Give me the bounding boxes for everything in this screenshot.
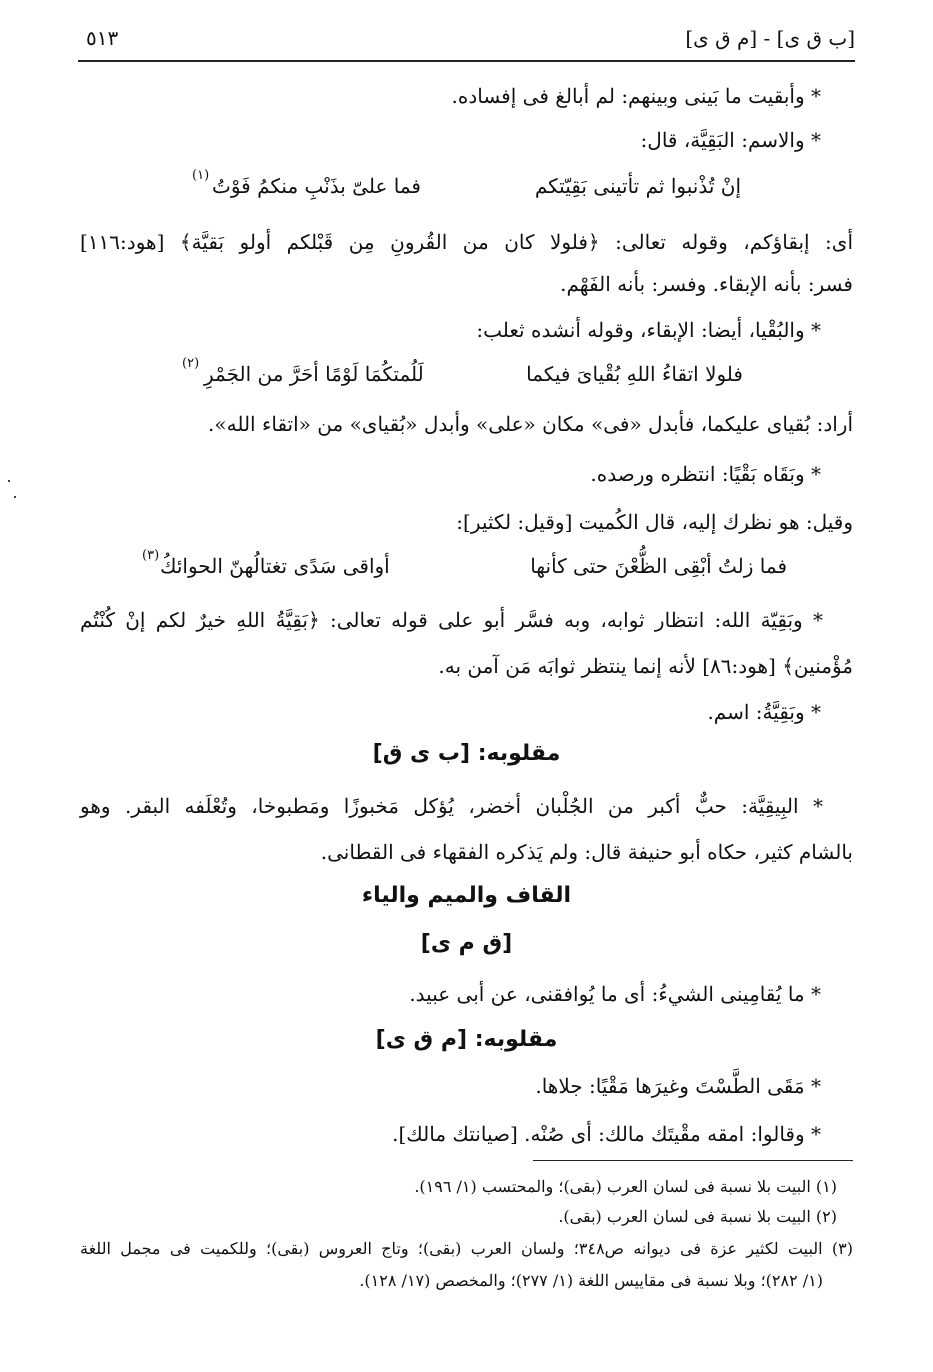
verse-second-hemistich: فما علىّ بذَنْبِ منكمُ فَوْتُ bbox=[212, 174, 421, 198]
verse-second-hemistich: أواقى سَدًى تغتالُهنّ الحوائكُ bbox=[160, 554, 390, 578]
text-line: * وقالوا: امقه مقْيتَك مالك: أى صُنْه. [صيانتك مالك]. bbox=[392, 1122, 821, 1146]
verse-second-hemistich: لَلُمتكُمَا لَوْمًا أحَرَّ من الجَمْرِ bbox=[204, 362, 424, 386]
text-line: * والبُقْيا، أيضا: الإبقاء، وقوله أنشده ثعلب: bbox=[476, 318, 821, 342]
chapter-heading: القاف والميم والياء bbox=[361, 883, 572, 908]
text-line: * والاسم: البَقِيَّة، قال: bbox=[640, 128, 821, 152]
footnote: (١/ ٢٨٢)؛ وبلا نسبة فى مقاييس اللغة (١/ ٢٧٧)؛ والمخصص (١٧/ ١٢٨). bbox=[359, 1271, 823, 1290]
text-line: أراد: بُقياى عليكما، فأبدل «فى» مكان «على» وأبدل «بُقياى» من «اتقاء الله». bbox=[208, 412, 853, 436]
text-line: * مَقَى الطَّسْتَ وغيرَها مَقْيًا: جلاها. bbox=[535, 1074, 821, 1098]
section-heading: مقلوبه: [م ق ى] bbox=[375, 1027, 558, 1052]
verse-first-hemistich: إنْ تُذْنبوا ثم تأتينى بَقِيّتكم bbox=[534, 174, 741, 198]
footnote: (٢) البيت بلا نسبة فى لسان العرب (بقى). bbox=[558, 1207, 837, 1226]
text-line: وقيل: هو نظرك إليه، قال الكُميت [وقيل: لكثير]: bbox=[456, 510, 853, 534]
scan-speck bbox=[14, 496, 16, 498]
section-heading: مقلوبه: [ب ى ق] bbox=[372, 741, 561, 766]
text-line: * وبَقِيَّةُ: اسم. bbox=[707, 700, 821, 724]
text-line: أى: إبقاؤكم، وقوله تعالى: ﴿فلولا كان من القُرونِ مِن قَبْلكم أولو بَقيَّة﴾ [هود:١١٦] bbox=[80, 230, 853, 254]
text-line: * وبَقَاه بَقْيًا: انتظره ورصده. bbox=[590, 462, 821, 486]
verse-first-hemistich: فما زلتُ أبْقِى الظُّعْنَ حتى كأنها bbox=[530, 554, 787, 578]
root-heading: [ق م ى] bbox=[420, 931, 513, 956]
page-header bbox=[78, 22, 855, 58]
footnote-marker: (٢) bbox=[182, 356, 200, 371]
footnote: (١) البيت بلا نسبة فى لسان العرب (بقى)؛ والمحتسب (١/ ١٩٦). bbox=[414, 1177, 837, 1196]
text-line: * وبَقِيّة الله: انتظار ثوابه، وبه فسَّر أبو على قوله تعالى: ﴿بَقِيَّةُ اللهِ خيرٌ لكم إنْ كُنْتُم bbox=[80, 608, 823, 632]
text-line: * وأبقيت ما بَينى وبينهم: لم أبالغ فى إفساده. bbox=[451, 84, 821, 108]
footnote-marker: (١) bbox=[192, 168, 210, 183]
footnote-rule bbox=[533, 1160, 853, 1161]
page-number: ٥١٣ bbox=[86, 26, 119, 50]
running-title: [ب ق ى] - [م ق ى] bbox=[685, 26, 855, 50]
header-rule bbox=[78, 60, 855, 62]
footnote-marker: (٣) bbox=[142, 548, 160, 563]
text-line: * ما يُقامِينى الشيءُ: أى ما يُوافقنى، عن أبى عبيد. bbox=[409, 982, 821, 1006]
verse-first-hemistich: فلولا اتقاءُ اللهِ بُقْياىَ فيكما bbox=[526, 362, 743, 386]
text-line: * البِيقِيَّة: حبٌّ أكبر من الجُلْبان أخضر، يُؤكل مَخبوزًا ومَطبوخا، وتُعْلَفه البقر. وهو bbox=[80, 794, 823, 818]
scan-speck bbox=[8, 480, 10, 482]
text-line: مُؤْمنين﴾ [هود:٨٦] لأنه إنما ينتظر ثوابَه مَن آمن به. bbox=[438, 654, 853, 678]
text-line: فسر: بأنه الإبقاء. وفسر: بأنه الفَهْم. bbox=[560, 272, 853, 296]
footnote: (٣) البيت لكثير عزة فى ديوانه ص٣٤٨؛ ولسان العرب (بقى)؛ وتاج العروس (بقى)؛ وللكميت فى مجمل اللغة bbox=[80, 1239, 854, 1258]
text-line: بالشام كثير، حكاه أبو حنيفة قال: ولم يَذكره الفقهاء فى القطانى. bbox=[320, 840, 853, 864]
